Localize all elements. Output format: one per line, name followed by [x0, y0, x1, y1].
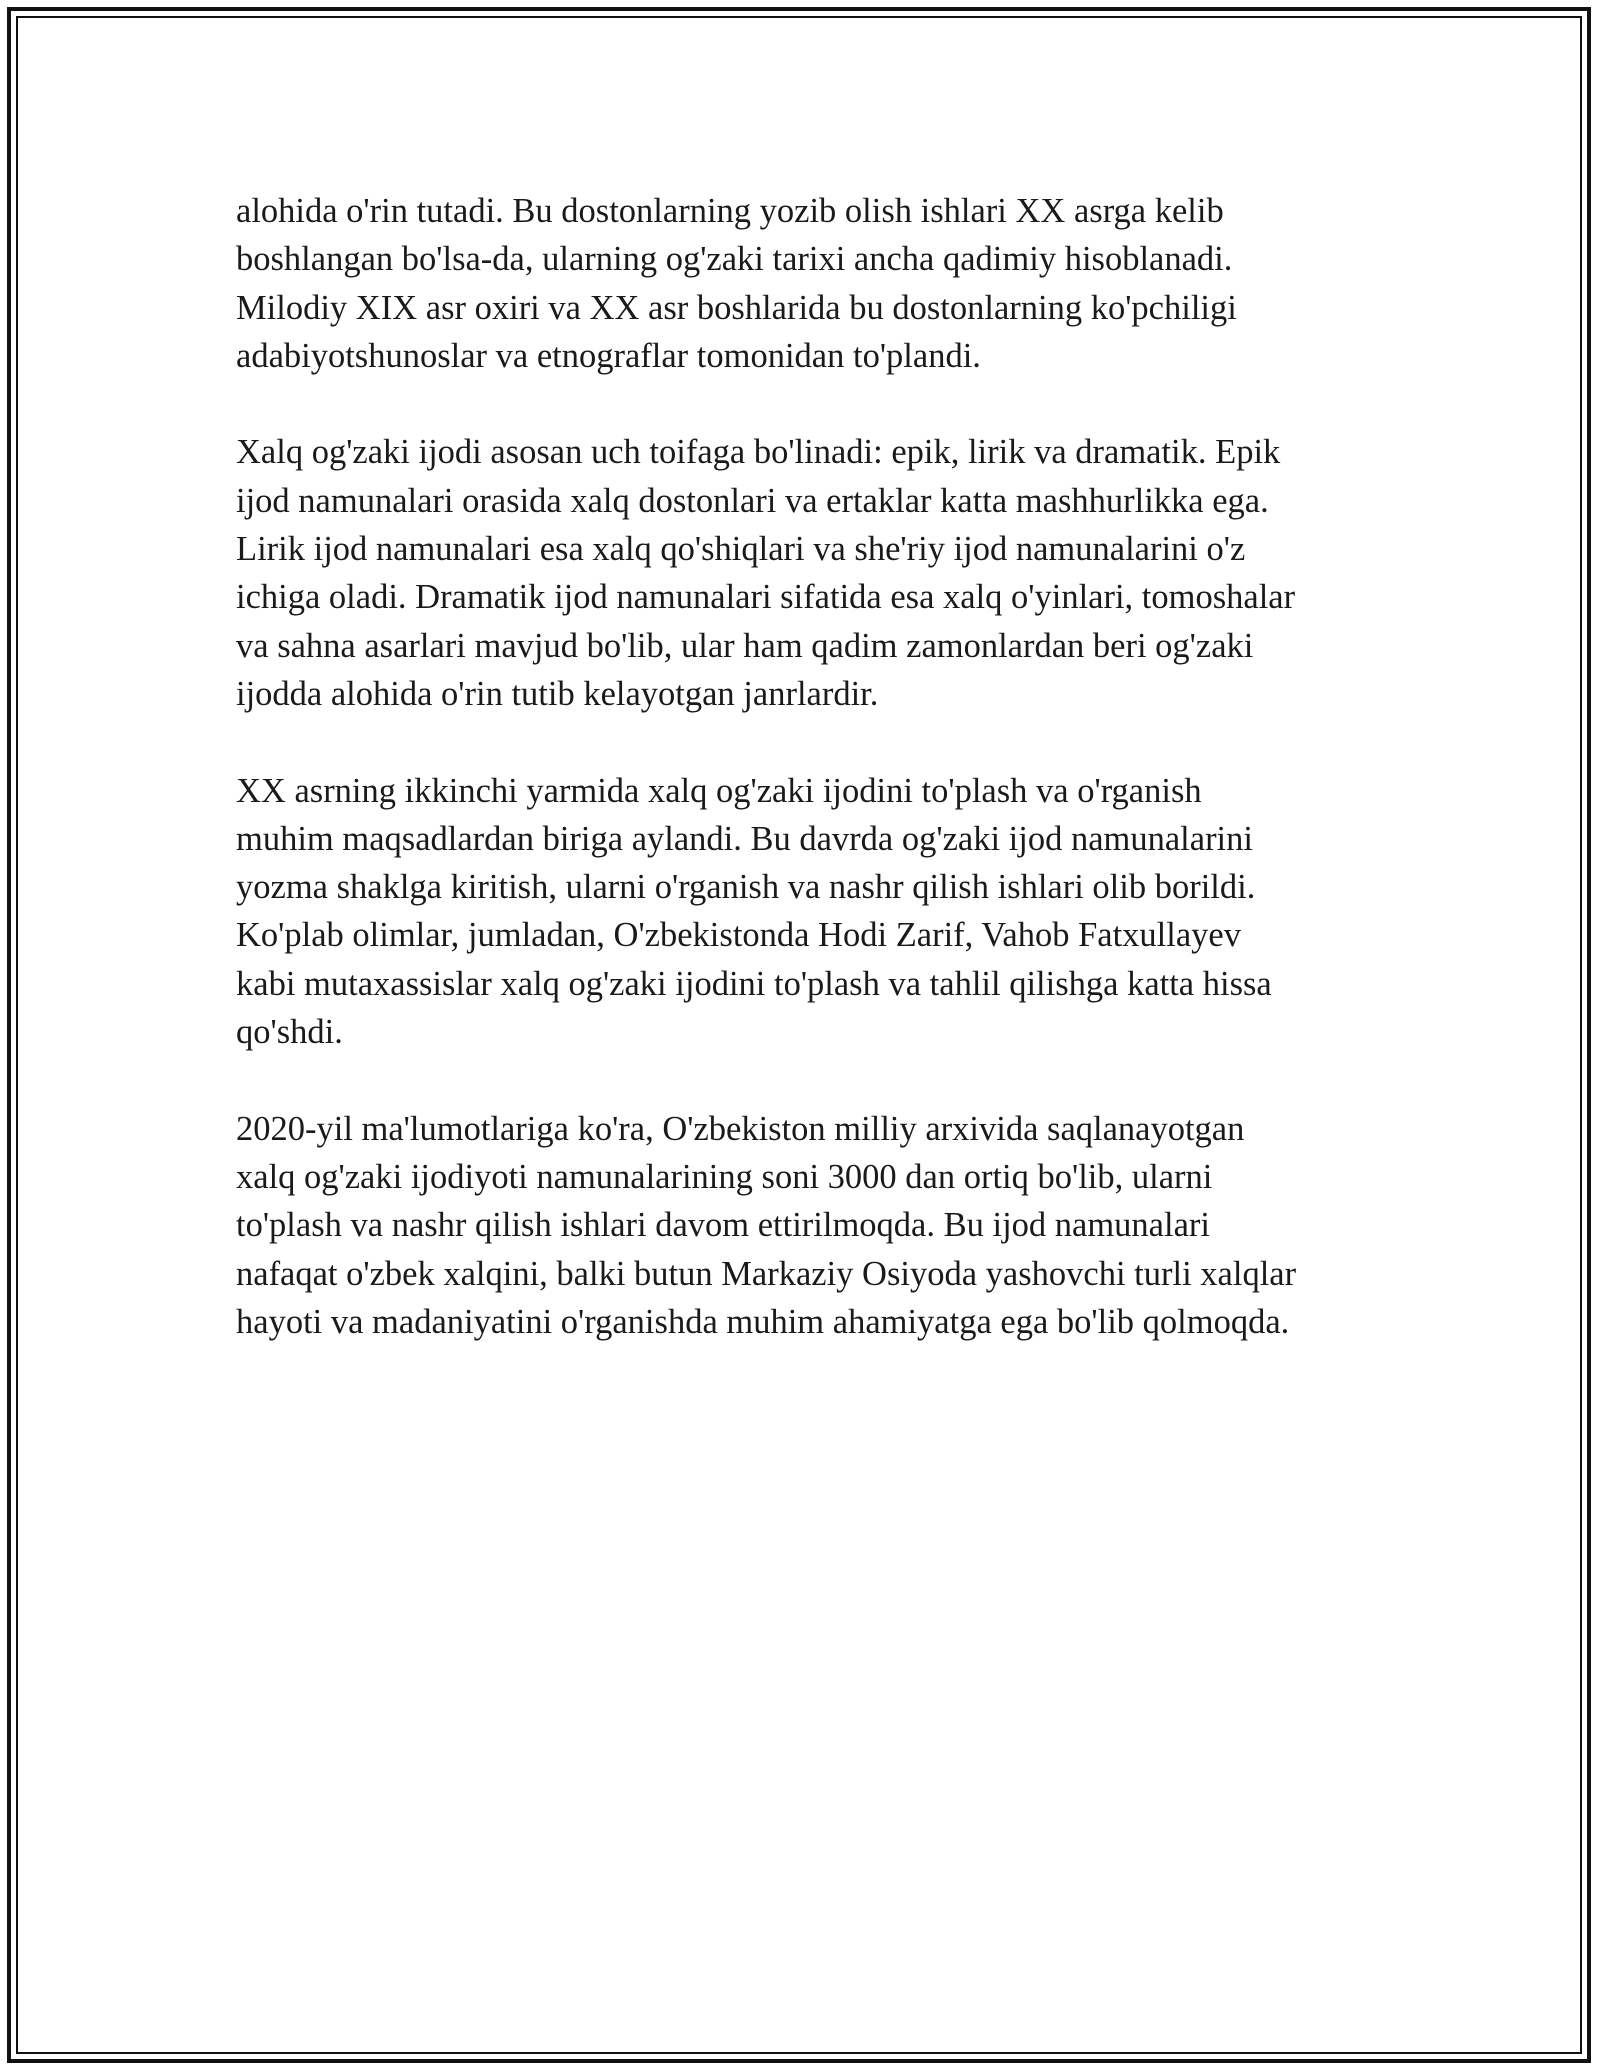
paragraph-3 — [236, 767, 1366, 1057]
text-line: muhim maqsadlardan biriga aylandi. Bu davrda og'zaki ijod namunalarini — [236, 819, 1253, 858]
text-line: kabi mutaxassislar xalq og'zaki ijodini to'plash va tahlil qilishga katta hissa — [236, 964, 1272, 1003]
text-line: hayoti va madaniyatini o'rganishda muhim ahamiyatga ega bo'lib qolmoqda. — [236, 1302, 1290, 1341]
text-line: alohida o'rin tutadi. Bu dostonlarning yozib olish ishlari XX asrga kelib — [236, 192, 1224, 230]
text-line: xalq og'zaki ijodiyoti namunalarining soni 3000 dan ortiq bo'lib, ularni — [236, 1157, 1213, 1196]
text-line: Xalq og'zaki ijodi asosan uch toifaga bo'linadi: epik, lirik va dramatik. Epik — [236, 433, 1281, 472]
text-line: adabiyotshunoslar va etnograflar tomonidan to'plandi. — [236, 336, 981, 375]
document-body — [236, 187, 1366, 1394]
paragraph-2 — [236, 428, 1366, 718]
text-line: Lirik ijod namunalari esa xalq qo'shiqlari va she'riy ijod namunalarini o'z — [236, 530, 1246, 569]
paragraph-4 — [236, 1105, 1366, 1346]
text-line: qo'shdi. — [236, 1013, 343, 1052]
text-line: boshlangan bo'lsa-da, ularning og'zaki tarixi ancha qadimiy hisoblanadi. — [236, 240, 1233, 279]
text-line: XX asrning ikkinchi yarmida xalq og'zaki ijodini to'plash va o'rganish — [236, 771, 1202, 810]
text-line: nafaqat o'zbek xalqini, balki butun Markaziy Osiyoda yashovchi turli xalqlar — [236, 1254, 1297, 1293]
text-line: to'plash va nashr qilish ishlari davom ettirilmoqda. Bu ijod namunalari — [236, 1206, 1210, 1245]
text-line: Ko'plab olimlar, jumladan, O'zbekistonda Hodi Zarif, Vahob Fatxullayev — [236, 916, 1241, 955]
text-line: va sahna asarlari mavjud bo'lib, ular ham qadim zamonlardan beri og'zaki — [236, 626, 1254, 665]
paragraph-1 — [236, 187, 1366, 380]
text-line: Milodiy XIX asr oxiri va XX asr boshlarida bu dostonlarning ko'pchiligi — [236, 288, 1237, 327]
text-line: ijod namunalari orasida xalq dostonlari va ertaklar katta mashhurlikka ega. — [236, 481, 1269, 520]
text-line: ichiga oladi. Dramatik ijod namunalari sifatida esa xalq o'yinlari, tomoshalar — [236, 578, 1296, 617]
text-line: ijodda alohida o'rin tutib kelayotgan janrlardir. — [236, 674, 879, 713]
text-line: 2020-yil ma'lumotlariga ko'ra, O'zbekiston milliy arxivida saqlanayotgan — [236, 1109, 1245, 1148]
text-line: yozma shaklga kiritish, ularni o'rganish va nashr qilish ishlari olib borildi. — [236, 868, 1256, 907]
